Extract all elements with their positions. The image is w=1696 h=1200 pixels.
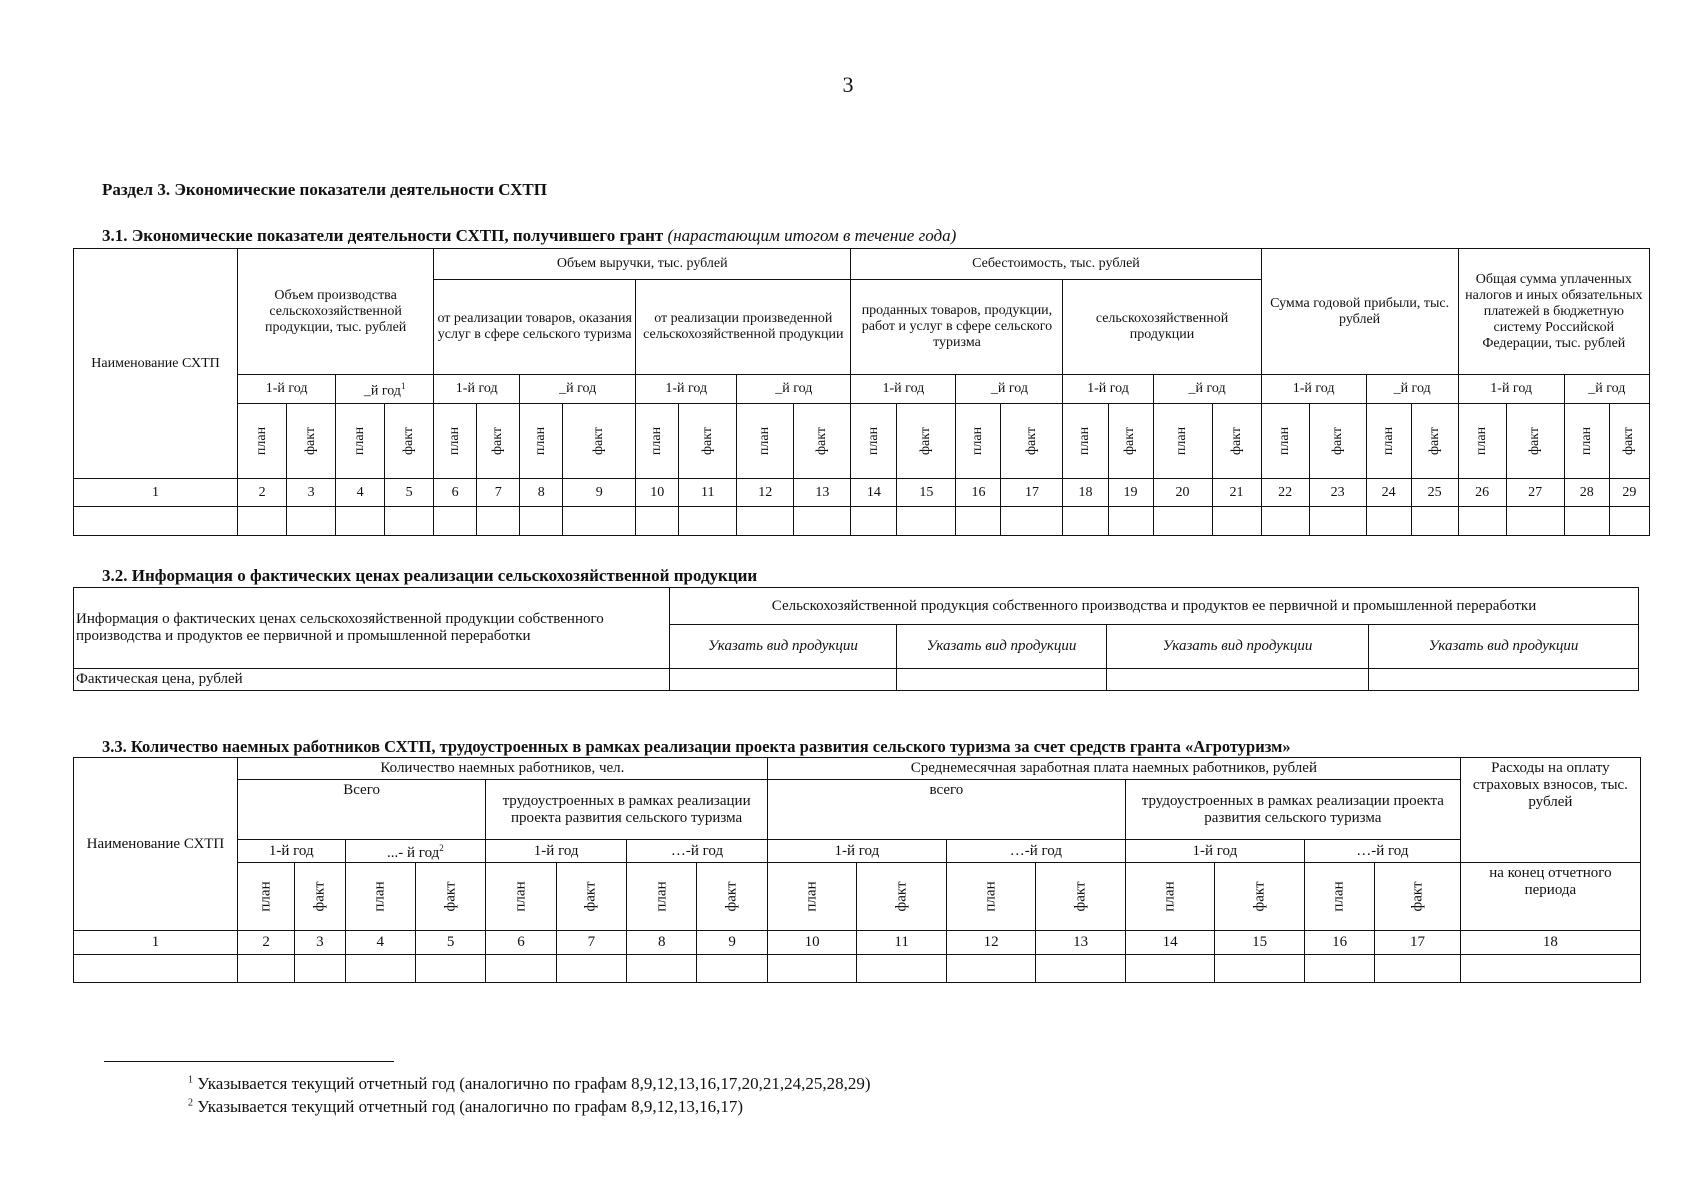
footnote-ref-1: 1 [400, 381, 406, 392]
plan-label: план [1261, 404, 1309, 479]
year-n-label: …-й год [946, 840, 1125, 863]
value-cell[interactable] [1460, 955, 1640, 983]
value-cell[interactable] [1125, 955, 1215, 983]
plan-label: план [1304, 863, 1374, 931]
total-header: Всего [237, 780, 485, 840]
column-number: 10 [636, 479, 679, 507]
column-number: 27 [1506, 479, 1564, 507]
year-n-label: _й год [1153, 375, 1261, 404]
value-cell[interactable] [287, 507, 336, 536]
table-hired-workers [73, 757, 1641, 983]
fact-label: факт [385, 404, 434, 479]
plan-label: план [956, 404, 1001, 479]
year-1-label: 1-й год [851, 375, 956, 404]
production-header: Объем производства сельскохозяйственной продукции, тыс. рублей [238, 249, 434, 375]
page-number: 3 [842, 72, 854, 97]
value-cell[interactable] [1366, 507, 1411, 536]
plan-label: план [238, 404, 287, 479]
year-1-label: 1-й год [1261, 375, 1366, 404]
footnote-1-marker: 1 [188, 1074, 193, 1086]
fact-label: факт [295, 863, 345, 931]
salary-header: Среднемесячная заработная плата наемных работников, рублей [767, 758, 1460, 780]
year-1-label: 1-й год [1125, 840, 1304, 863]
year-n-text: _й год [363, 383, 401, 399]
column-number: 4 [345, 931, 415, 955]
value-cell[interactable] [1036, 955, 1126, 983]
price-cell[interactable] [1107, 669, 1369, 691]
year-n-label: _й год [956, 375, 1063, 404]
plan-label: план [1153, 404, 1212, 479]
fact-label: факт [1036, 863, 1126, 931]
value-cell[interactable] [1063, 507, 1108, 536]
column-number: 17 [1001, 479, 1063, 507]
footnote-1 [188, 1074, 871, 1094]
value-cell[interactable] [956, 507, 1001, 536]
value-cell[interactable] [679, 507, 737, 536]
column-number: 3 [295, 931, 345, 955]
value-cell[interactable] [345, 955, 415, 983]
value-cell[interactable] [857, 955, 947, 983]
plan-label: план [237, 863, 294, 931]
fact-label: факт [1215, 863, 1305, 931]
value-cell[interactable] [1261, 507, 1309, 536]
cost-agri-header: сельскохозяйственной продукции [1063, 280, 1261, 375]
footnote-1-text: Указывается текущий отчетный год (аналогично по графам 8,9,12,13,16,17,20,21,24,25,28,29) [197, 1074, 871, 1093]
column-number: 19 [1108, 479, 1153, 507]
value-cell[interactable] [851, 507, 897, 536]
name-column-header: Наименование СХТП [74, 249, 238, 479]
value-cell[interactable] [486, 955, 556, 983]
column-number: 10 [767, 931, 857, 955]
column-number: 9 [563, 479, 636, 507]
plan-label: план [1564, 404, 1609, 479]
fact-label: факт [697, 863, 767, 931]
year-n-label: _й год [737, 375, 851, 404]
plan-label: план [336, 404, 385, 479]
fact-label: факт [1411, 404, 1458, 479]
column-number: 7 [477, 479, 520, 507]
plan-label: план [636, 404, 679, 479]
revenue-tourism-header: от реализации товаров, оказания услуг в сфере сельского туризма [434, 280, 636, 375]
column-number: 8 [627, 931, 697, 955]
column-number: 2 [237, 931, 294, 955]
value-cell[interactable] [1215, 955, 1305, 983]
product-type-field[interactable]: Указать вид продукции [1369, 625, 1639, 669]
profit-header: Сумма годовой прибыли, тыс. рублей [1261, 249, 1458, 375]
product-type-field[interactable]: Указать вид продукции [897, 625, 1107, 669]
value-cell[interactable] [434, 507, 477, 536]
price-cell[interactable] [897, 669, 1107, 691]
column-number: 11 [679, 479, 737, 507]
name-column-header: Наименование СХТП [74, 758, 238, 931]
column-number: 8 [520, 479, 563, 507]
insurance-header: Расходы на оплату страховых взносов, тыс. рублей [1460, 758, 1640, 863]
column-number: 28 [1564, 479, 1609, 507]
column-number: 21 [1212, 479, 1261, 507]
price-cell[interactable] [670, 669, 897, 691]
column-number: 12 [946, 931, 1036, 955]
table2-heading: 3.2. Информация о фактических ценах реализации сельскохозяйственной продукции [102, 566, 758, 585]
product-type-field[interactable]: Указать вид продукции [670, 625, 897, 669]
value-cell[interactable] [794, 507, 851, 536]
column-numbers-row [74, 931, 1641, 955]
employed-header: трудоустроенных в рамках реализации проекта развития сельского туризма [486, 780, 768, 840]
price-info-header: Информация о фактических ценах сельскохозяйственной продукции собственного производства и продуктов ее первичной и промышленной переработки [74, 588, 670, 669]
plan-label: план [767, 863, 857, 931]
fact-label: факт [679, 404, 737, 479]
value-cell[interactable] [295, 955, 345, 983]
column-number: 5 [415, 931, 485, 955]
column-number: 17 [1375, 931, 1461, 955]
products-header: Сельскохозяйственной продукция собственного производства и продуктов ее первичной и промышленной переработки [670, 588, 1639, 625]
plan-label: план [486, 863, 556, 931]
year-1-label: 1-й год [1458, 375, 1564, 404]
column-number: 22 [1261, 479, 1309, 507]
column-number: 13 [1036, 931, 1126, 955]
fact-label: факт [1506, 404, 1564, 479]
value-cell[interactable] [946, 955, 1036, 983]
table1-heading-note: (нарастающим итогом в течение года) [667, 226, 957, 245]
column-number: 6 [434, 479, 477, 507]
revenue-header: Объем выручки, тыс. рублей [434, 249, 851, 280]
fact-label: факт [563, 404, 636, 479]
value-cell[interactable] [1375, 955, 1461, 983]
plan-fact-row [74, 404, 1650, 479]
year-n-label: …-й год [1304, 840, 1460, 863]
salary-total-header: всего [767, 780, 1125, 840]
value-cell[interactable] [477, 507, 520, 536]
year-1-label: 1-й год [486, 840, 627, 863]
plan-label: план [1366, 404, 1411, 479]
column-number: 14 [851, 479, 897, 507]
year-1-label: 1-й год [1063, 375, 1153, 404]
plan-label: план [1458, 404, 1506, 479]
value-cell[interactable] [636, 507, 679, 536]
fact-label: факт [897, 404, 956, 479]
column-number: 16 [1304, 931, 1374, 955]
column-number: 20 [1153, 479, 1212, 507]
plan-label: план [627, 863, 697, 931]
footnote-2 [188, 1097, 743, 1117]
column-number: 15 [1215, 931, 1305, 955]
value-cell[interactable] [237, 955, 294, 983]
column-number: 6 [486, 931, 556, 955]
column-number: 1 [74, 479, 238, 507]
value-cell[interactable] [697, 955, 767, 983]
value-cell[interactable] [897, 507, 956, 536]
table3-heading: 3.3. Количество наемных работников СХТП, трудоустроенных в рамках реализации проекта развития сельского туризма за счет средств гранта «Агротуризм» [102, 737, 1291, 756]
plan-fact-row [74, 863, 1641, 931]
value-cell[interactable] [1564, 507, 1609, 536]
fact-label: факт [287, 404, 336, 479]
year-1-label: 1-й год [767, 840, 946, 863]
fact-label: факт [794, 404, 851, 479]
value-cell[interactable] [385, 507, 434, 536]
value-cell[interactable] [1212, 507, 1261, 536]
value-cell[interactable] [336, 507, 385, 536]
year-1-label: 1-й год [238, 375, 336, 404]
fact-label: факт [415, 863, 485, 931]
value-cell[interactable] [1506, 507, 1564, 536]
section-title: Раздел 3. Экономические показатели деятельности СХТП [102, 180, 547, 199]
column-number: 2 [238, 479, 287, 507]
column-number: 26 [1458, 479, 1506, 507]
fact-label: факт [1309, 404, 1366, 479]
product-type-field[interactable]: Указать вид продукции [1107, 625, 1369, 669]
table-economic-indicators [73, 248, 1650, 536]
taxes-header: Общая сумма уплаченных налогов и иных обязательных платежей в бюджетную систему Российской Федерации, тыс. рублей [1458, 249, 1649, 375]
revenue-agri-header: от реализации произведенной сельскохозяйственной продукции [636, 280, 851, 375]
name-cell[interactable] [74, 955, 238, 983]
footnote-separator [104, 1061, 394, 1062]
value-cell[interactable] [1609, 507, 1649, 536]
value-cell[interactable] [1411, 507, 1458, 536]
fact-label: факт [477, 404, 520, 479]
value-cell[interactable] [767, 955, 857, 983]
column-number: 7 [556, 931, 626, 955]
fact-label: факт [1375, 863, 1461, 931]
year-n-label: …-й год [627, 840, 768, 863]
price-cell[interactable] [1369, 669, 1639, 691]
column-number: 15 [897, 479, 956, 507]
salary-employed-header: трудоустроенных в рамках реализации проекта развития сельского туризма [1125, 780, 1460, 840]
year-n-text: ...- й год [387, 845, 440, 861]
value-cell[interactable] [627, 955, 697, 983]
value-cell[interactable] [1001, 507, 1063, 536]
footnote-ref-2: 2 [439, 843, 444, 853]
plan-label: план [434, 404, 477, 479]
value-cell[interactable] [737, 507, 794, 536]
value-cell[interactable] [1153, 507, 1212, 536]
column-number: 18 [1063, 479, 1108, 507]
plan-label: план [737, 404, 794, 479]
plan-label: план [520, 404, 563, 479]
plan-label: план [1063, 404, 1108, 479]
value-cell[interactable] [556, 955, 626, 983]
year-n-label [336, 375, 434, 404]
year-n-label [345, 840, 486, 863]
value-cell[interactable] [1304, 955, 1374, 983]
value-cell[interactable] [1108, 507, 1153, 536]
table-data-row [74, 507, 1650, 536]
column-number: 11 [857, 931, 947, 955]
fact-label: факт [556, 863, 626, 931]
column-number: 18 [1460, 931, 1640, 955]
column-number: 29 [1609, 479, 1649, 507]
column-number: 9 [697, 931, 767, 955]
year-1-label: 1-й год [237, 840, 345, 863]
plan-label: план [946, 863, 1036, 931]
year-1-label: 1-й год [636, 375, 737, 404]
column-number: 23 [1309, 479, 1366, 507]
column-number: 16 [956, 479, 1001, 507]
cost-tourism-header: проданных товаров, продукции, работ и услуг в сфере сельского туризма [851, 280, 1063, 375]
fact-label: факт [1001, 404, 1063, 479]
actual-price-label: Фактическая цена, рублей [74, 669, 670, 691]
year-1-label: 1-й год [434, 375, 520, 404]
column-number: 1 [74, 931, 238, 955]
name-cell[interactable] [74, 507, 238, 536]
cost-header: Себестоимость, тыс. рублей [851, 249, 1261, 280]
table-actual-prices [73, 587, 1639, 691]
footnote-2-text: Указывается текущий отчетный год (аналогично по графам 8,9,12,13,16,17) [197, 1097, 744, 1116]
column-number: 24 [1366, 479, 1411, 507]
column-number: 12 [737, 479, 794, 507]
column-numbers-row [74, 479, 1650, 507]
column-number: 13 [794, 479, 851, 507]
fact-label: факт [1212, 404, 1261, 479]
column-number: 14 [1125, 931, 1215, 955]
year-n-label: _й год [1366, 375, 1458, 404]
column-number: 25 [1411, 479, 1458, 507]
value-cell[interactable] [415, 955, 485, 983]
column-number: 5 [385, 479, 434, 507]
plan-label: план [851, 404, 897, 479]
fact-label: факт [1108, 404, 1153, 479]
year-n-label: _й год [520, 375, 636, 404]
column-number: 4 [336, 479, 385, 507]
fact-label: факт [857, 863, 947, 931]
column-number: 3 [287, 479, 336, 507]
value-cell[interactable] [1309, 507, 1366, 536]
value-cell[interactable] [238, 507, 287, 536]
workers-count-header: Количество наемных работников, чел. [237, 758, 767, 780]
year-n-label: _й год [1564, 375, 1649, 404]
period-end-header: на конец отчетного периода [1460, 863, 1640, 931]
table1-heading-text: 3.1. Экономические показатели деятельности СХТП, получившего грант [102, 226, 664, 245]
plan-label: план [1125, 863, 1215, 931]
value-cell[interactable] [563, 507, 636, 536]
plan-label: план [345, 863, 415, 931]
table-data-row [74, 955, 1641, 983]
value-cell[interactable] [520, 507, 563, 536]
fact-label: факт [1609, 404, 1649, 479]
footnote-2-marker: 2 [188, 1097, 193, 1109]
value-cell[interactable] [1458, 507, 1506, 536]
table1-heading [102, 226, 956, 246]
